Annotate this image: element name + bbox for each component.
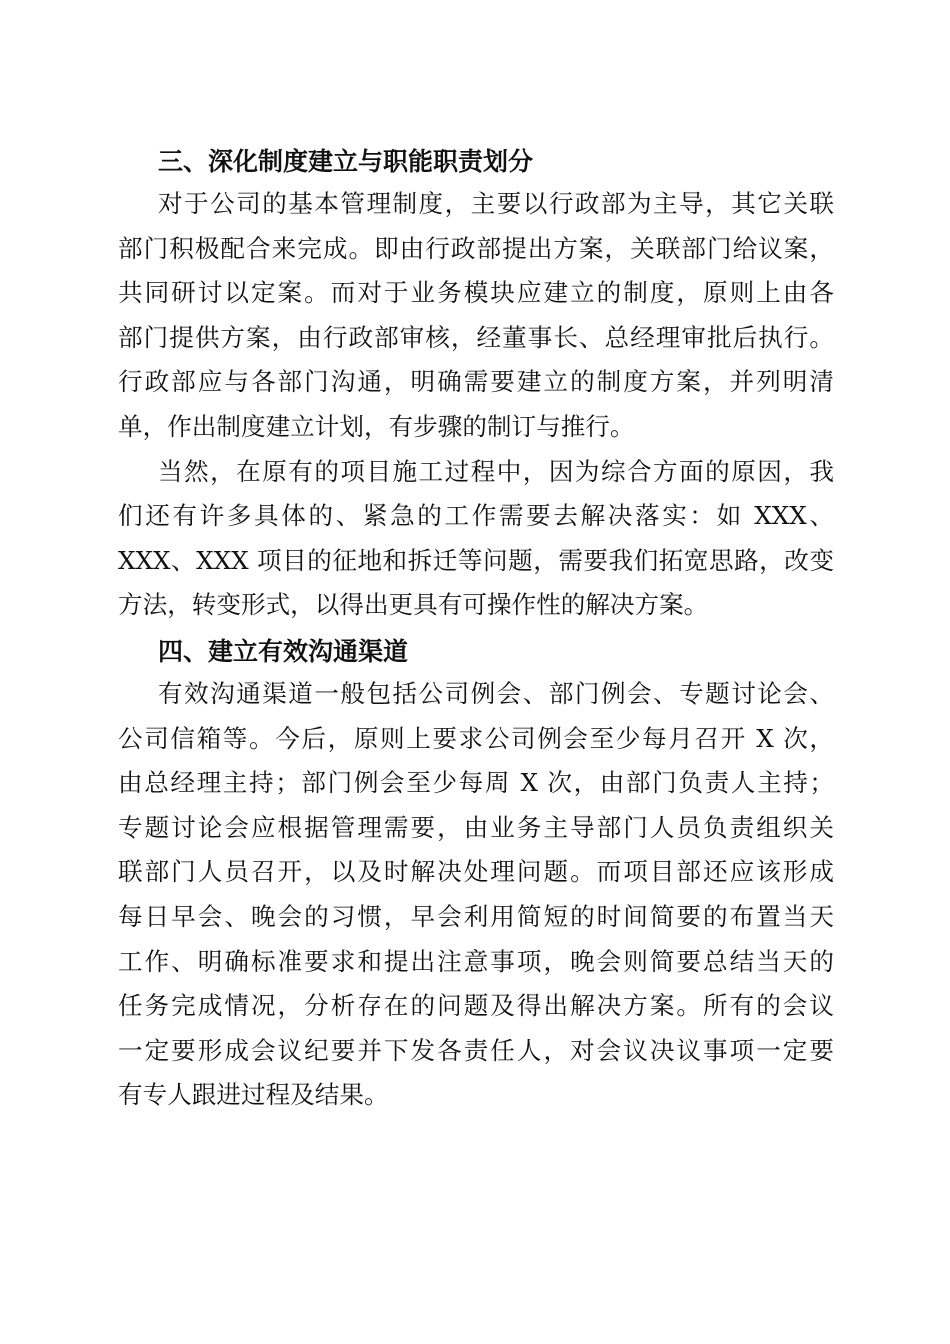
section-3-paragraph-2 — [118, 450, 834, 628]
text-line: 行政部应与各部门沟通，明确需要建立的制度方案，并列明清 — [118, 367, 834, 397]
text-line: 方法，转变形式，以得出更具有可操作性的解决方案。 — [118, 590, 709, 620]
text-line: 单，作出制度建立计划，有步骤的制订与推行。 — [118, 411, 635, 441]
text-line: 专题讨论会应根据管理需要，由业务主导部门人员负责组织关 — [118, 812, 834, 842]
text-line: 们还有许多具体的、紧急的工作需要去解决落实：如 XXX、 — [118, 501, 834, 531]
text-line: 任务完成情况，分析存在的问题及得出解决方案。所有的会议 — [118, 991, 834, 1021]
text-line: 当然，在原有的项目施工过程中，因为综合方面的原因，我 — [158, 456, 834, 486]
text-line: 工作、明确标准要求和提出注意事项，晚会则简要总结当天的 — [118, 946, 834, 976]
section-4-heading: 四、建立有效沟通渠道 — [158, 636, 409, 666]
text-line: 共同研讨以定案。而对于业务模块应建立的制度，原则上由各 — [118, 278, 834, 308]
text-line: 每日早会、晚会的习惯，早会利用简短的时间简要的布置当天 — [118, 901, 834, 931]
text-line: 由总经理主持；部门例会至少每周 X 次，由部门负责人主持； — [118, 768, 834, 798]
text-line: 有效沟通渠道一般包括公司例会、部门例会、专题讨论会、 — [158, 678, 834, 708]
text-line: 联部门人员召开，以及时解决处理问题。而项目部还应该形成 — [118, 857, 834, 887]
document-body — [118, 138, 834, 1118]
text-line: 一定要形成会议纪要并下发各责任人，对会议决议事项一定要 — [118, 1035, 834, 1065]
text-line: 公司信箱等。今后，原则上要求公司例会至少每月召开 X 次， — [118, 723, 834, 753]
text-line: XXX、XXX 项目的征地和拆迁等问题，需要我们拓宽思路，改变 — [118, 545, 834, 575]
section-3-heading: 三、深化制度建立与职能职责划分 — [158, 147, 534, 176]
text-line: 有专人跟进过程及结果。 — [118, 1080, 389, 1110]
text-line: 部门提供方案，由行政部审核，经董事长、总经理审批后执行。 — [118, 322, 834, 352]
section-3-paragraph-1 — [118, 182, 834, 450]
text-line: 部门积极配合来完成。即由行政部提出方案，关联部门给议案， — [118, 233, 834, 263]
text-line: 对于公司的基本管理制度，主要以行政部为主导，其它关联 — [158, 189, 834, 218]
section-4-paragraph-1 — [118, 672, 834, 1118]
